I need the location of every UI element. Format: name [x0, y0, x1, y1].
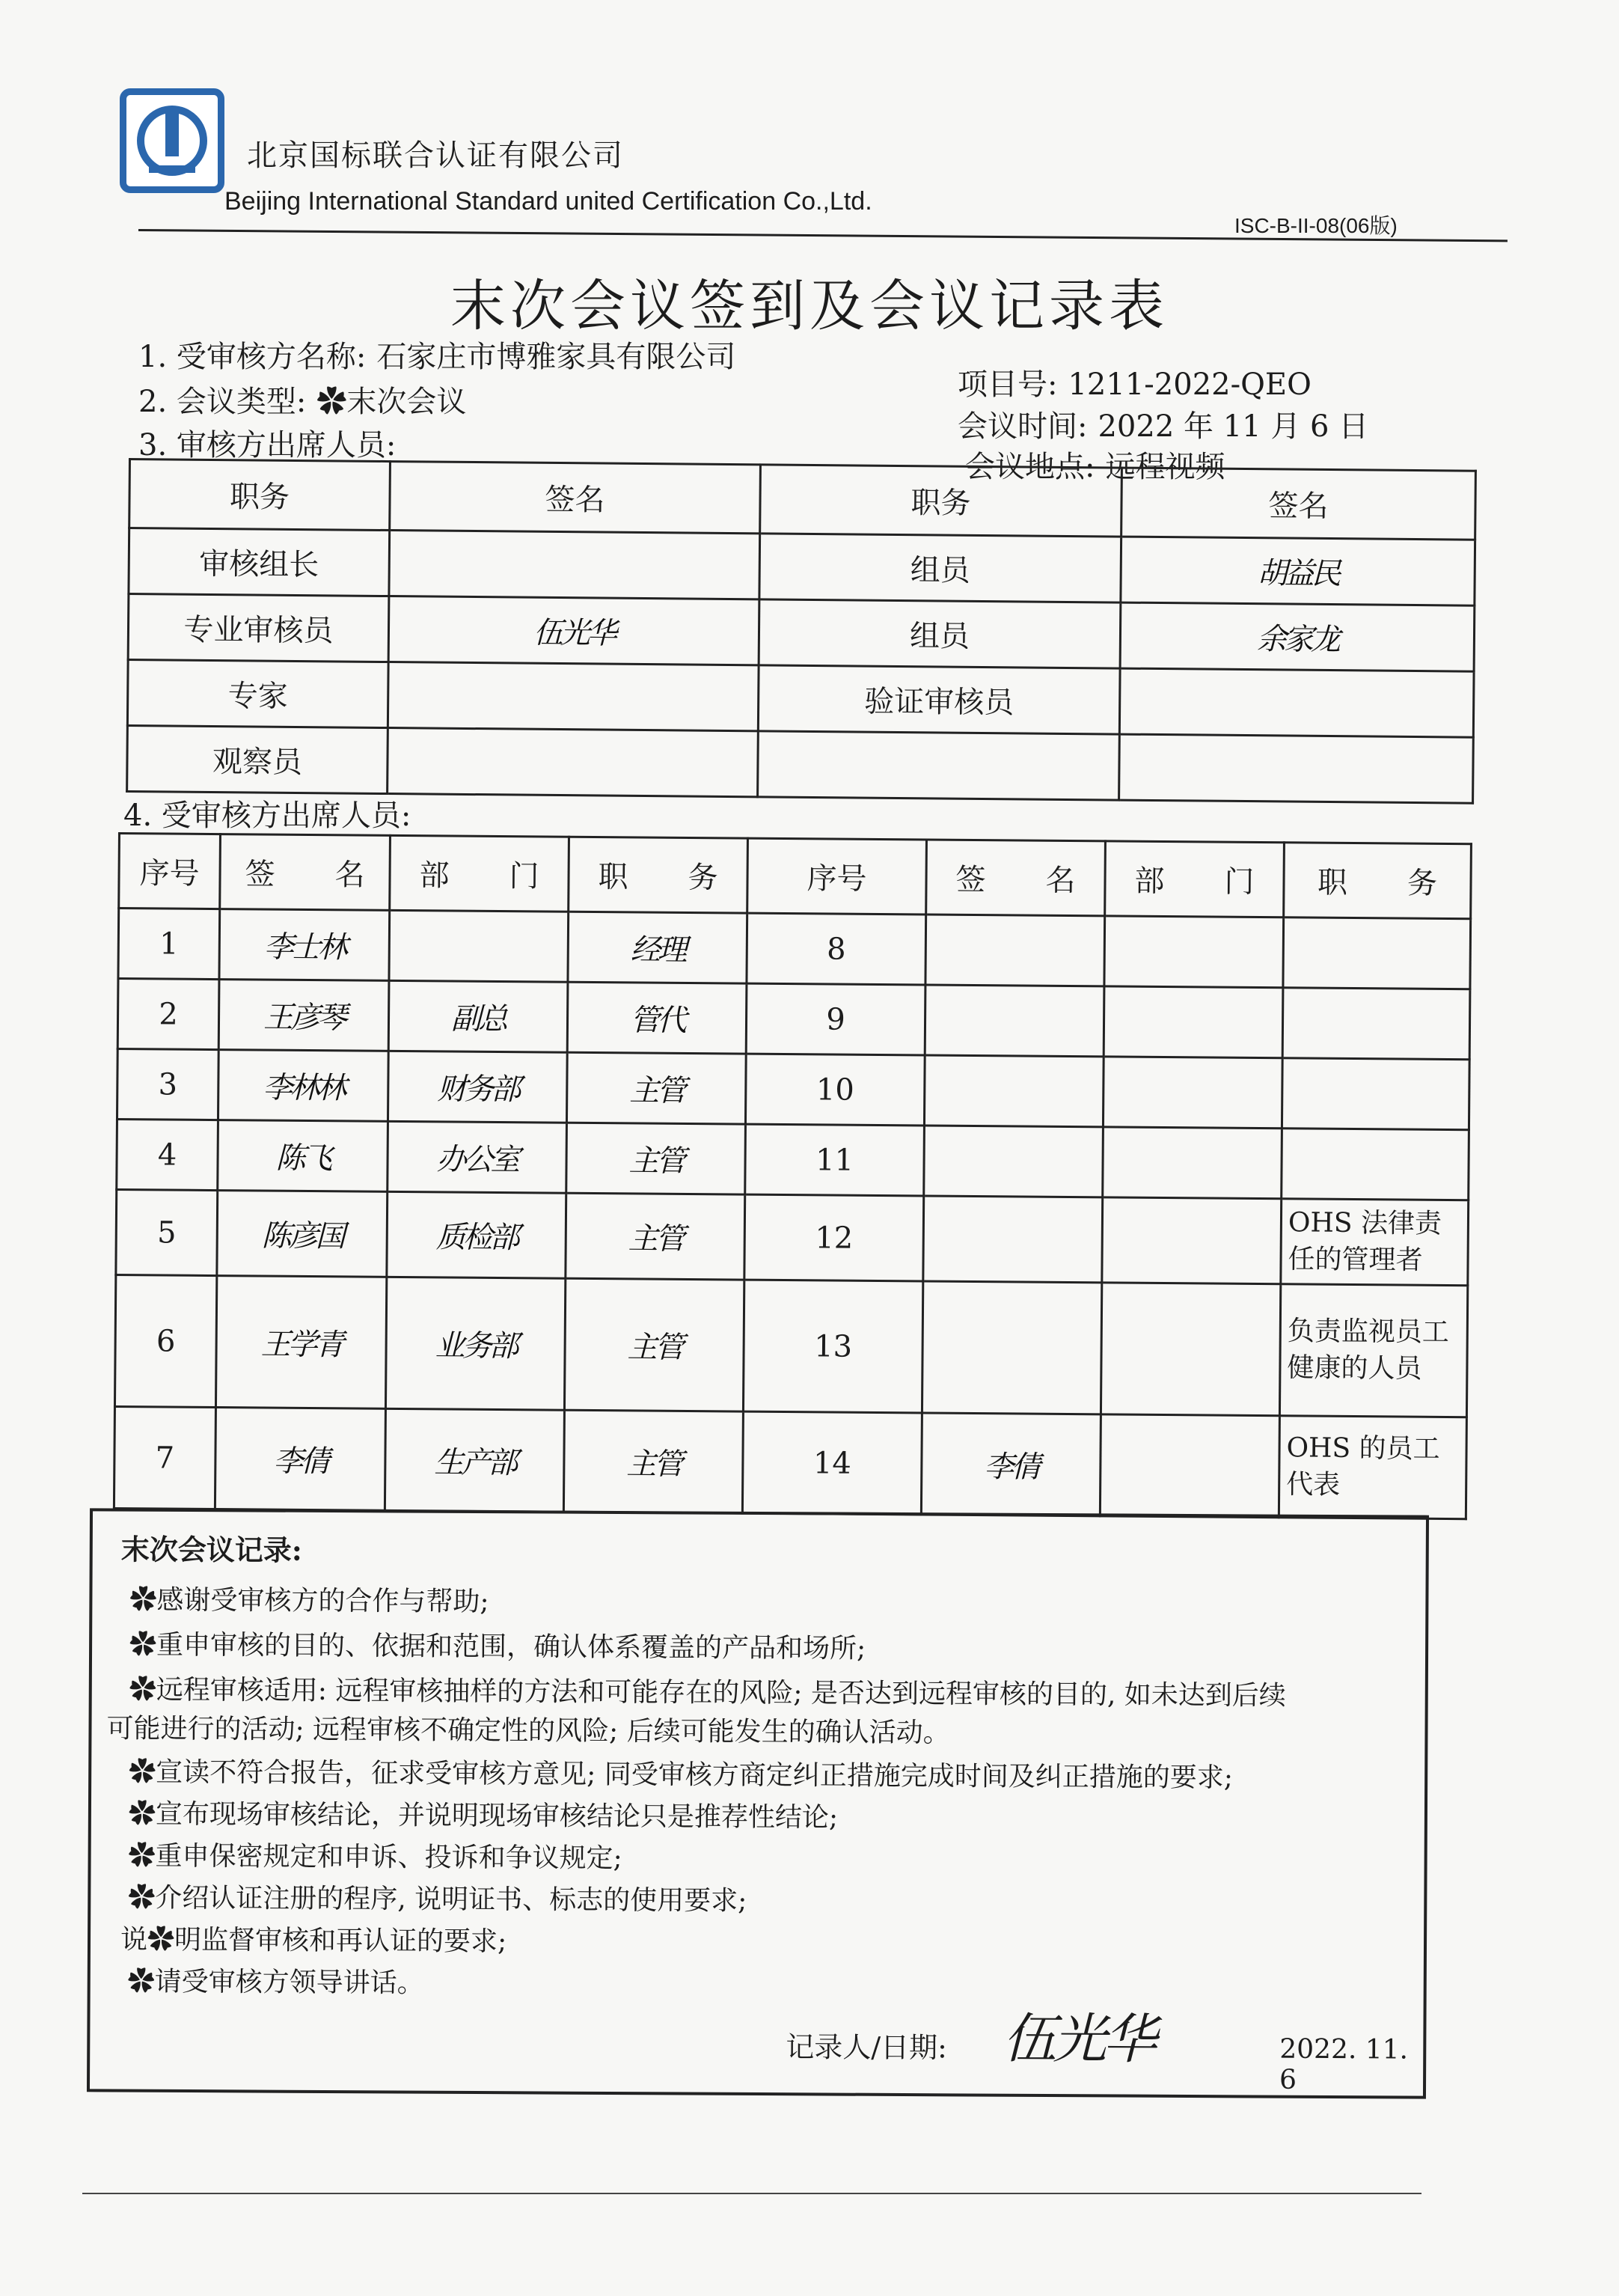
note-item: ✿宣布现场审核结论，并说明现场审核结论只是推荐性结论;: [128, 1798, 839, 1834]
company-name-cn: 北京国标联合认证有限公司: [247, 138, 624, 173]
signature-cell: [924, 1126, 1104, 1197]
department-cell: [389, 910, 569, 982]
position-cell: 主管: [564, 1278, 744, 1411]
role-cell: 专家: [127, 660, 388, 728]
signature-cell: [922, 1281, 1101, 1414]
seq-cell: 5: [116, 1189, 218, 1275]
signature-cell: [925, 985, 1104, 1057]
seq-cell: 10: [745, 1054, 925, 1126]
department-cell: 质检部: [387, 1191, 566, 1278]
meeting-place-value: 远程视频: [1105, 450, 1225, 484]
note-item: ✿重申保密规定和申诉、投诉和争议规定;: [128, 1840, 622, 1875]
role-cell: [758, 731, 1120, 800]
column-header: 签名: [1121, 468, 1476, 540]
seq-cell: 11: [745, 1124, 925, 1196]
auditor-attendees-label: 3. 审核方出席人员:: [138, 428, 397, 462]
auditee-name-line: [138, 333, 735, 376]
column-header: 职务: [760, 465, 1122, 537]
position-cell: [1282, 1129, 1469, 1200]
table-header-row: [129, 459, 1476, 540]
form-code: ISC-B-II-08(06版): [1234, 214, 1398, 237]
position-cell: 管代: [567, 982, 747, 1054]
signature-cell: 王学青: [215, 1276, 386, 1409]
role-cell: 组员: [759, 599, 1121, 668]
position-cell: OHS 法律责任的管理者: [1281, 1199, 1469, 1286]
signature-cell: [388, 728, 759, 797]
signature-cell: 李倩: [921, 1413, 1101, 1516]
signature-cell: 余家龙: [1120, 602, 1475, 671]
signature-cell: [1119, 668, 1474, 737]
table-row: [118, 909, 1471, 989]
seq-cell: 3: [117, 1049, 218, 1120]
table-row: [114, 1274, 1467, 1417]
note-item: ✿远程审核适用: 远程审核抽样的方法和可能存在的风险; 是否达到远程审核的目的, 如未达到后续: [129, 1674, 1286, 1712]
department-cell: [1104, 986, 1283, 1058]
position-cell: 负责监视员工健康的人员: [1279, 1284, 1467, 1417]
seq-cell: 14: [742, 1411, 922, 1515]
seq-cell: 2: [117, 979, 219, 1050]
recorder-label: 记录人/日期:: [786, 2030, 948, 2065]
position-cell: 经理: [568, 912, 747, 983]
table-row: [117, 1120, 1469, 1200]
column-header: 职 务: [1284, 843, 1472, 919]
seq-cell: 12: [744, 1194, 924, 1281]
meeting-time-label: 会议时间:: [958, 409, 1088, 444]
project-value: 1211-2022-QEO: [1068, 367, 1312, 402]
column-header: 部 门: [390, 835, 569, 912]
column-header: 签名: [390, 462, 761, 534]
seq-cell: 13: [743, 1280, 922, 1413]
department-cell: 办公室: [388, 1121, 567, 1193]
column-header: 序号: [119, 834, 221, 909]
project-label: 项目号:: [958, 367, 1058, 402]
meeting-time-line: [958, 403, 1368, 445]
column-header: 职 务: [569, 837, 748, 913]
meeting-place-label: 会议地点:: [965, 450, 1095, 484]
position-cell: [1282, 1058, 1469, 1130]
signature-cell: 李倩: [215, 1408, 385, 1511]
meeting-type-label: 2. 会议类型:: [138, 385, 307, 419]
table-row: [128, 594, 1475, 672]
department-cell: 生产部: [385, 1408, 564, 1512]
department-cell: [1103, 1127, 1282, 1199]
note-item: ✿请受审核方领导讲话。: [127, 1966, 424, 1999]
seq-cell: 1: [118, 909, 220, 980]
meeting-type-value: ✿末次会议: [316, 385, 467, 419]
certification-logo-icon: [120, 88, 224, 193]
department-cell: [1104, 916, 1284, 988]
seq-cell: 4: [117, 1120, 218, 1191]
signature-cell: 陈飞: [218, 1120, 388, 1192]
department-cell: [1101, 1283, 1280, 1416]
signature-cell: 胡益民: [1121, 537, 1475, 605]
column-header: 签 名: [220, 834, 391, 911]
project-line: [958, 361, 1312, 403]
position-cell: 主管: [566, 1052, 746, 1124]
signature-cell: [389, 531, 760, 599]
signature-cell: [924, 1055, 1104, 1127]
position-cell: [1282, 988, 1470, 1060]
note-item: 说✿明监督审核和再认证的要求;: [120, 1924, 507, 1958]
auditee-name-label: 1. 受审核方名称:: [138, 340, 367, 374]
role-cell: 验证审核员: [758, 665, 1120, 734]
table-row: [127, 660, 1474, 738]
auditee-name-value: 石家庄市博雅家具有限公司: [376, 340, 736, 374]
department-cell: [1100, 1414, 1279, 1518]
position-cell: 主管: [563, 1410, 743, 1513]
meeting-time-value: 2022 年 11 月 6 日: [1098, 409, 1369, 444]
note-item: ✿介绍认证注册的程序, 说明证书、标志的使用要求;: [128, 1882, 747, 1917]
column-header: 职务: [129, 459, 391, 531]
role-cell: 审核组长: [129, 528, 390, 596]
table-row: [116, 1189, 1469, 1285]
position-cell: [1283, 918, 1471, 989]
note-item: ✿重申审核的目的、依据和范围，确认体系覆盖的产品和场所;: [129, 1629, 866, 1664]
recorder-signature: 伍光华: [1003, 2006, 1154, 2071]
position-cell: 主管: [566, 1193, 745, 1280]
notes-title: 末次会议记录:: [120, 1532, 302, 1567]
column-header: 签 名: [926, 840, 1106, 916]
signature-cell: 王彦琴: [218, 980, 389, 1051]
signature-cell: [1119, 734, 1474, 803]
role-cell: 组员: [759, 534, 1121, 602]
table-row: [114, 1406, 1466, 1518]
seq-cell: 9: [746, 983, 925, 1055]
signature-cell: 李士林: [219, 909, 390, 981]
department-cell: 业务部: [385, 1277, 565, 1410]
department-cell: [1102, 1197, 1282, 1284]
note-item: 可能进行的活动; 远程审核不确定性的风险; 后续可能发生的确认活动。: [106, 1713, 950, 1749]
table-row: [117, 979, 1470, 1060]
table-row: [129, 528, 1475, 606]
column-header: 部 门: [1105, 841, 1285, 918]
company-name-en: Beijing International Standard united Certification Co.,Ltd.: [224, 187, 872, 216]
position-cell: OHS 的员工代表: [1279, 1416, 1466, 1519]
signature-cell: 伍光华: [388, 596, 759, 665]
signature-cell: 李林林: [218, 1050, 388, 1122]
form-title: 末次会议签到及会议记录表: [450, 274, 1169, 338]
auditor-attendance-table: [126, 458, 1477, 804]
record-date: 2022. 11. 6: [1279, 2033, 1409, 2095]
signature-cell: [388, 662, 759, 731]
auditee-attendance-table: [113, 832, 1472, 1520]
seq-cell: 6: [114, 1274, 216, 1407]
signature-cell: 陈彦国: [217, 1191, 388, 1277]
seq-cell: 7: [114, 1406, 215, 1509]
meeting-type-line: [138, 378, 466, 421]
seq-cell: 8: [747, 913, 926, 985]
signature-cell: [925, 915, 1105, 986]
note-item: ✿宣读不符合报告，征求受审核方意见; 同受审核方商定纠正措施完成时间及纠正措施的要求;: [129, 1756, 1233, 1794]
table-row: [117, 1049, 1469, 1130]
department-cell: 财务部: [388, 1051, 567, 1123]
position-cell: 主管: [566, 1123, 746, 1194]
note-item: ✿感谢受审核方的合作与帮助;: [129, 1584, 489, 1618]
column-header: 序号: [747, 838, 927, 915]
table-header-row: [119, 834, 1472, 919]
signature-cell: [923, 1196, 1103, 1283]
department-cell: [1103, 1057, 1282, 1129]
role-cell: 专业审核员: [128, 594, 389, 662]
meeting-notes-box: [87, 1508, 1429, 2098]
role-cell: 观察员: [127, 725, 388, 793]
footer-divider: [82, 2193, 1421, 2194]
auditee-attendees-label: 4. 受审核方出席人员:: [123, 799, 411, 833]
department-cell: 副总: [388, 980, 568, 1052]
